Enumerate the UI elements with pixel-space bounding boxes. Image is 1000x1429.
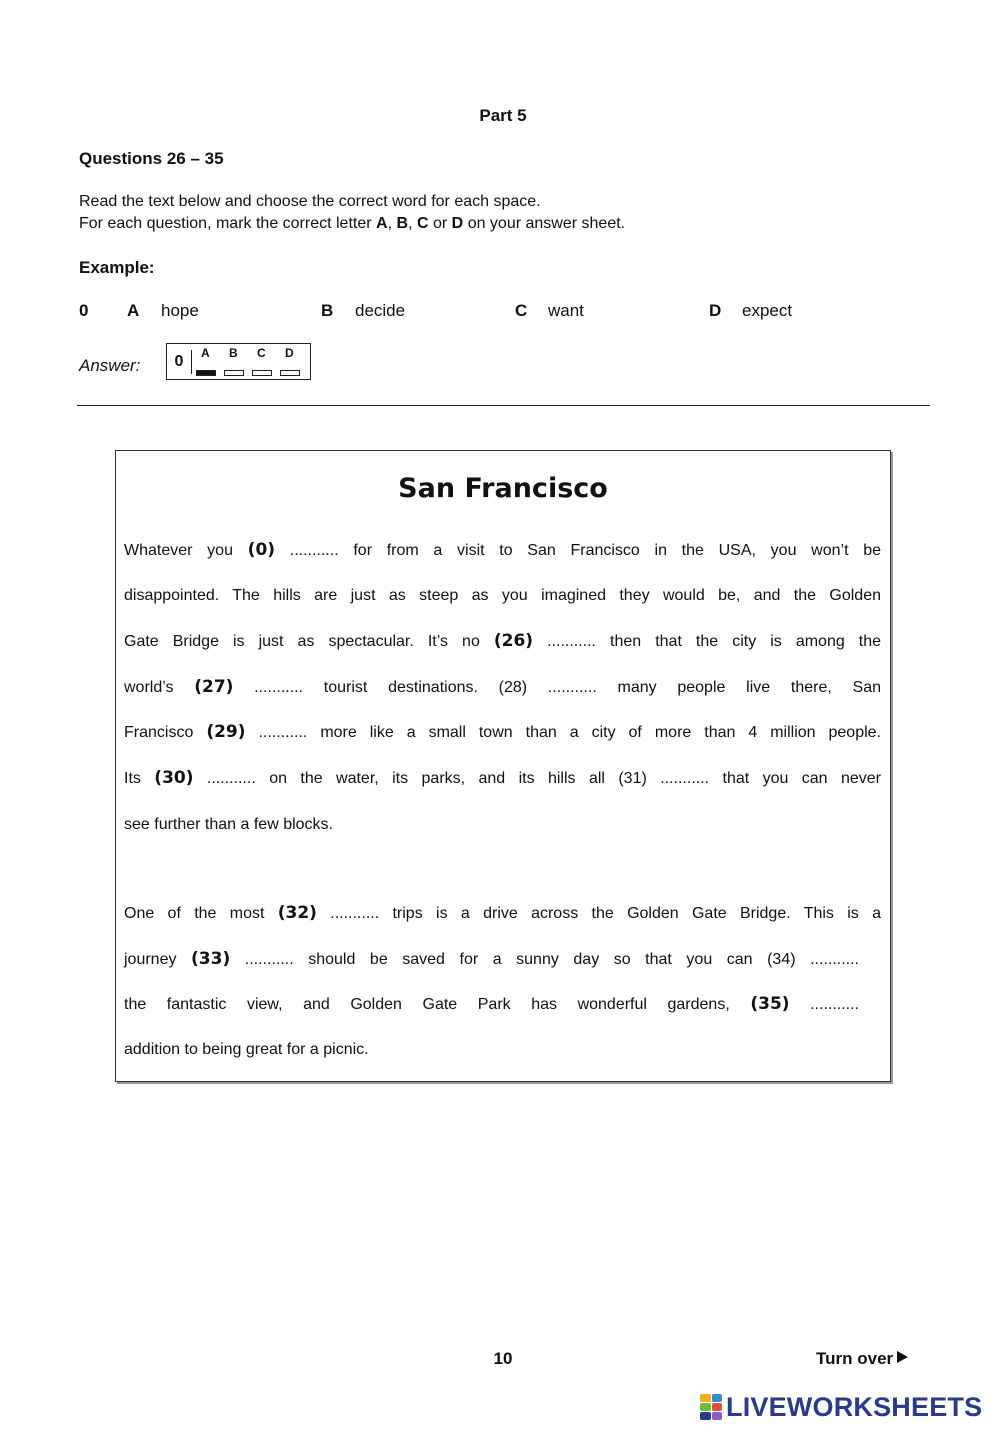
line-text: Gate Bridge is just as spectacular. It’s no <box>124 633 494 650</box>
line-text: ........... <box>789 996 860 1013</box>
passage-title: San Francisco <box>398 473 608 504</box>
answer-grid-letter-c: C <box>257 346 266 360</box>
example-option-b-letter: B <box>321 301 334 320</box>
page-number: 10 <box>493 1349 513 1368</box>
line-text: ........... tourist destinations. (28) ........... many people live there, San <box>233 679 881 696</box>
answer-grid-number: 0 <box>167 350 192 374</box>
answer-grid <box>166 343 311 380</box>
example-option-c-word: want <box>548 301 584 320</box>
instruction-letter-c: C <box>416 215 429 232</box>
passage-line <box>124 767 881 789</box>
instruction-pre: For each question, mark the correct letter <box>79 215 372 232</box>
line-text: ........... on the water, its parks, and its hills all (31) ........... that you can never <box>193 770 881 787</box>
line-text: One of the most <box>124 905 278 922</box>
answer-label: Answer: <box>79 356 141 375</box>
passage-line <box>124 993 859 1015</box>
line-text: ........... more like a small town than a city of more than 4 million people. <box>245 724 882 741</box>
section-divider <box>77 405 930 406</box>
passage-line <box>124 584 881 606</box>
example-label: Example: <box>79 258 155 277</box>
instruction-sep-1: , <box>387 215 393 232</box>
instruction-letter-a: A <box>376 215 388 232</box>
liveworksheets-logo-icon <box>700 1394 722 1420</box>
passage-line <box>124 902 881 924</box>
example-option-a-word: hope <box>161 301 199 320</box>
example-option-d-letter: D <box>709 301 722 320</box>
line-text: ........... should be saved for a sunny day so that you can (34) ........... <box>230 951 860 968</box>
instruction-letter-d: D <box>451 215 464 232</box>
turn-over-link[interactable] <box>816 1349 908 1369</box>
line-text: addition to being great for a picnic. <box>124 1041 369 1058</box>
instruction-letter-b: B <box>396 215 409 232</box>
passage-line <box>124 721 881 743</box>
instruction-sep-2: , <box>408 215 413 232</box>
passage-line <box>124 1038 881 1060</box>
gap-number: (0) <box>247 540 276 560</box>
answer-slot-b[interactable] <box>224 370 244 376</box>
answer-slot-a[interactable] <box>196 370 216 376</box>
passage-line <box>124 813 881 835</box>
line-text: Francisco <box>124 724 207 741</box>
answer-grid-letter-b: B <box>229 346 238 360</box>
gap-number: (30) <box>154 768 194 788</box>
example-option-d-word: expect <box>742 301 793 320</box>
instruction-line-1: Read the text below and choose the correct word for each space. <box>79 193 541 210</box>
line-text: ........... for from a visit to San Francisco in the USA, you won’t be <box>275 542 882 559</box>
passage-line <box>124 676 881 698</box>
turn-over-label: Turn over <box>816 1349 894 1368</box>
instruction-post: on your answer sheet. <box>467 215 626 232</box>
example-number: 0 <box>79 301 89 320</box>
line-text: ........... trips is a drive across the Golden Gate Bridge. This is a <box>316 905 882 922</box>
gap-number: (32) <box>277 903 317 923</box>
answer-grid-letter-a: A <box>201 346 210 360</box>
line-text: Whatever you <box>124 542 248 559</box>
line-text: Its <box>124 770 155 787</box>
answer-slot-d[interactable] <box>280 370 300 376</box>
answer-slot-c[interactable] <box>252 370 272 376</box>
line-text: world’s <box>124 679 195 696</box>
example-option-b-word: decide <box>355 301 406 320</box>
gap-number: (29) <box>206 722 246 742</box>
line-text: the fantastic view, and Golden Gate Park has wonderful gardens, <box>124 996 751 1013</box>
gap-number: (27) <box>194 677 234 697</box>
example-option-c-letter: C <box>515 301 528 320</box>
passage-line <box>124 630 881 652</box>
brand-name: LIVEWORKSHEETS <box>726 1391 983 1422</box>
part-title: Part 5 <box>479 106 527 125</box>
passage-line <box>124 948 859 970</box>
questions-range: Questions 26 – 35 <box>79 149 224 168</box>
triangle-right-icon <box>897 1351 908 1363</box>
gap-number: (33) <box>191 949 231 969</box>
example-option-a-letter: A <box>127 301 140 320</box>
instruction-or: or <box>432 215 448 232</box>
line-text: see further than a few blocks. <box>124 816 333 833</box>
gap-number: (35) <box>750 994 790 1014</box>
line-text: ........... then that the city is among the <box>533 633 882 650</box>
passage-line <box>124 539 881 561</box>
line-text: disappointed. The hills are just as steep as you imagined they would be, and the Golden <box>124 587 881 604</box>
line-text: journey <box>124 951 192 968</box>
instruction-line-2 <box>79 215 625 233</box>
answer-grid-letter-d: D <box>285 346 294 360</box>
liveworksheets-brand[interactable] <box>700 1391 982 1423</box>
gap-number: (26) <box>493 631 534 651</box>
